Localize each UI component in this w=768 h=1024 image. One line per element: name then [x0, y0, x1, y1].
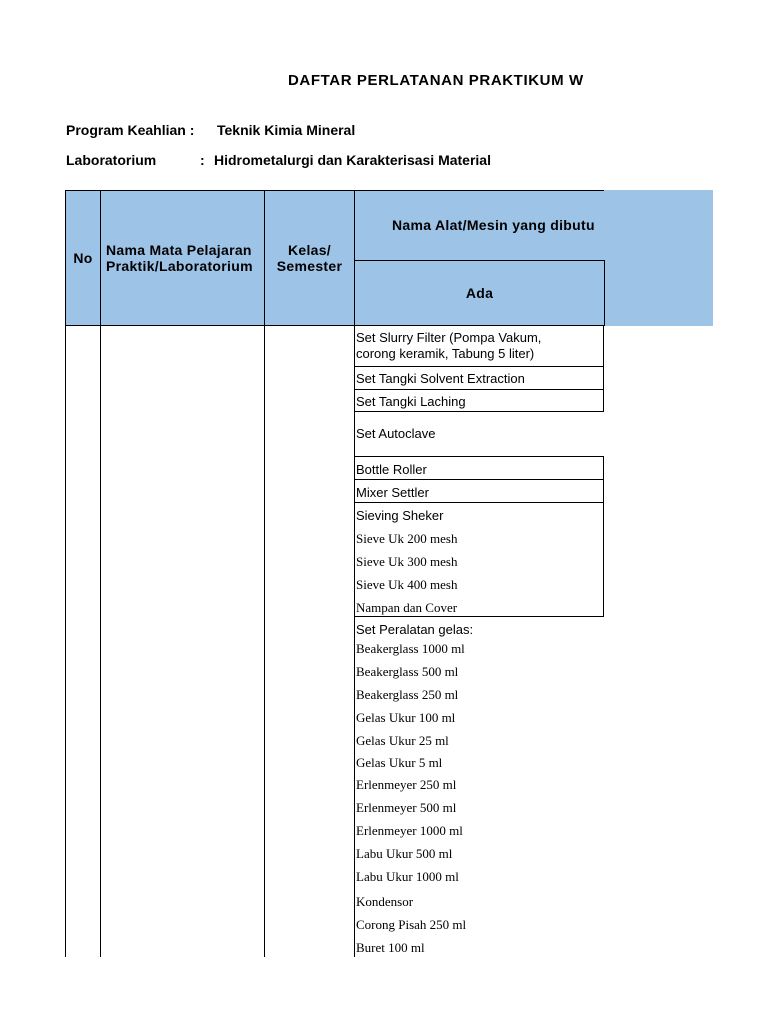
list-item: Bottle Roller	[356, 462, 427, 477]
list-item: Sieve Uk 400 mesh	[356, 577, 458, 592]
list-item: Set Tangki Laching	[356, 394, 466, 409]
list-item: corong keramik, Tabung 5 liter)	[356, 346, 535, 361]
header-kelas-line1: Kelas/	[287, 242, 332, 258]
list-item: Mixer Settler	[356, 485, 429, 500]
list-item: Sieve Uk 300 mesh	[356, 554, 458, 569]
header-ada: Ada	[465, 285, 494, 301]
list-item: Erlenmeyer 1000 ml	[356, 823, 463, 838]
list-item: Beakerglass 500 ml	[356, 664, 459, 679]
laboratorium-row	[66, 152, 491, 168]
column-border-no	[100, 190, 101, 957]
list-item: Set Peralatan gelas:	[356, 622, 474, 637]
list-item: Gelas Ukur 5 ml	[356, 755, 443, 770]
laboratorium-colon: :	[200, 152, 205, 168]
list-item: Erlenmeyer 500 ml	[356, 800, 457, 815]
program-row	[66, 122, 356, 138]
list-item: Beakerglass 250 ml	[356, 687, 459, 702]
header-mata-pelajaran-line2: Praktik/Laboratorium	[106, 258, 253, 274]
list-item: Set Autoclave	[356, 426, 436, 441]
header-kelas-semester	[265, 190, 354, 326]
list-item: Corong Pisah 250 ml	[356, 917, 467, 932]
list-item: Labu Ukur 500 ml	[356, 846, 453, 861]
laboratorium-label: Laboratorium	[66, 152, 157, 168]
list-item: Labu Ukur 1000 ml	[356, 869, 459, 884]
header-no: No	[73, 250, 93, 266]
laboratorium-value: Hidrometalurgi dan Karakterisasi Material	[214, 152, 491, 168]
list-item: Beakerglass 1000 ml	[356, 641, 465, 656]
header-mata-pelajaran	[106, 190, 264, 326]
program-value: Teknik Kimia Mineral	[217, 122, 356, 138]
list-item: Nampan dan Cover	[356, 600, 458, 615]
list-item: Gelas Ukur 25 ml	[356, 733, 449, 748]
list-item: Erlenmeyer 250 ml	[356, 777, 457, 792]
header-mata-pelajaran-line1: Nama Mata Pelajaran	[106, 242, 252, 258]
document-title: DAFTAR PERLATANAN PRAKTIKUM W	[288, 72, 584, 89]
list-item: Sieve Uk 200 mesh	[356, 531, 458, 546]
program-label: Program Keahlian :	[66, 122, 195, 138]
list-item: Set Tangki Solvent Extraction	[356, 371, 525, 386]
column-border-ada	[604, 260, 605, 326]
list-item: Buret 100 ml	[356, 940, 425, 955]
list-item: Set Slurry Filter (Pompa Vakum,	[356, 330, 542, 345]
header-kelas-line2: Semester	[276, 258, 343, 274]
list-item: Kondensor	[356, 894, 414, 909]
list-item: Sieving Sheker	[356, 508, 444, 523]
header-nama-alat: Nama Alat/Mesin yang dibutu	[392, 217, 595, 233]
list-item: Gelas Ukur 100 ml	[356, 710, 456, 725]
